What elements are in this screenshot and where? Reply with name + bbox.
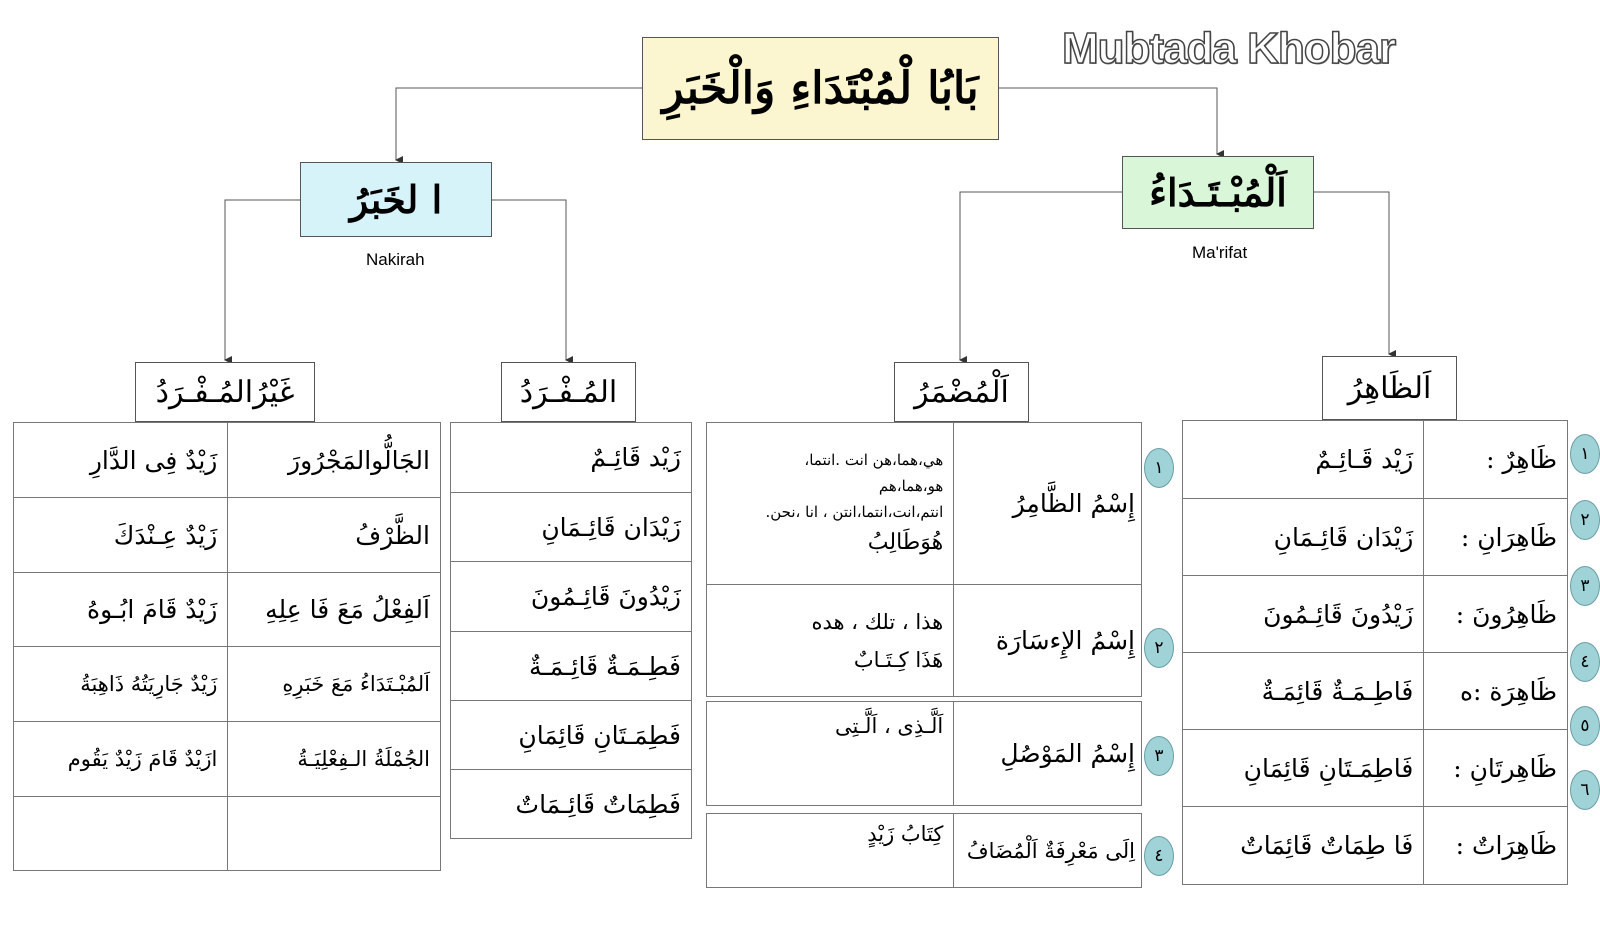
- dhahir-example-cell: فَاطِمَـتَانِ قَائِمَانِ: [1183, 730, 1424, 807]
- mufrad-label: المُـفْـرَدُ: [519, 374, 618, 410]
- connector-khobar-ghair: [225, 200, 300, 360]
- ghair-type-cell: الجَالُّوالمَجْرُورَ: [228, 423, 441, 498]
- ghair-example-cell: [14, 797, 228, 871]
- dhahir-example-cell: فَاطِـمَـةٌ قَائِمَـةٌ: [1183, 653, 1424, 730]
- number-badge: ٥: [1570, 706, 1600, 746]
- table-row: [14, 498, 441, 573]
- table-row: [451, 423, 692, 493]
- connector-mubtada-mudhmar: [960, 192, 1122, 360]
- khobar-box: [300, 162, 492, 237]
- mufrad-table: [450, 422, 692, 839]
- table-row: [451, 770, 692, 839]
- table-row: [1183, 576, 1568, 653]
- number-badge: ١: [1144, 448, 1174, 488]
- pronoun-line: هو،هما،هم: [878, 476, 944, 495]
- number-badge: ٣: [1144, 736, 1174, 776]
- dhahir-table: [1182, 420, 1568, 885]
- main-title: بَابُا لْمُبْتَدَاءِ وَالْخَبَرِ: [662, 63, 979, 114]
- ghair-mufrad-table: [13, 422, 441, 871]
- number-badge: ٣: [1570, 566, 1600, 606]
- ghair-type-cell: [228, 797, 441, 871]
- mudhmar-example-cell: [707, 423, 954, 585]
- mufrad-example-cell: زَيْدُونَ قَائِـمُونَ: [451, 562, 692, 632]
- connector-title-mubtada: [998, 88, 1217, 154]
- table-row: [14, 722, 441, 797]
- connector-khobar-mufrad: [492, 200, 566, 360]
- mudhmar-example-cell: [707, 585, 954, 697]
- table-row: [1183, 653, 1568, 730]
- ghair-example-cell: زَيْدٌ عِـنْدَكَ: [14, 498, 228, 573]
- khobar-label: ا لخَبَرُ: [349, 177, 443, 222]
- table-row: [451, 493, 692, 562]
- example-line: هُوَطَالِبُ: [867, 529, 944, 555]
- ghair-example-cell: زَيْدٌ فِى الدَّارِ: [14, 423, 228, 498]
- mudhmar-type-cell: إِسْمُ الظَّامِرُ: [954, 423, 1142, 585]
- dhahir-type-cell: ظَاهِرٌ :: [1424, 421, 1568, 499]
- table-row: [451, 632, 692, 701]
- table-row: [14, 423, 441, 498]
- mufrad-example-cell: فَطِمَـتَانِ قَائِمَانِ: [451, 701, 692, 770]
- mubtada-box: [1122, 156, 1314, 229]
- dhahir-example-cell: زَيْدُونَ قَائِـمُونَ: [1183, 576, 1424, 653]
- number-badge: ٢: [1144, 628, 1174, 668]
- mudhmar-example-cell: كِتَابُ زَيْدٍ: [707, 814, 954, 888]
- dhahir-type-cell: ظَاهِرَانِ :: [1424, 499, 1568, 576]
- table-row: [1183, 730, 1568, 807]
- example-line: هَذَا كِـتَـابٌ: [853, 647, 944, 672]
- mufrad-example-cell: زَيْد قَائِـمٌ: [451, 423, 692, 493]
- main-title-box: [642, 37, 999, 140]
- table-row: [707, 423, 1142, 585]
- ghair-type-cell: الظَّرْفُ: [228, 498, 441, 573]
- mudhmar-table-2: [706, 701, 1142, 806]
- number-badge: ٤: [1570, 642, 1600, 682]
- connector-mubtada-dhahir: [1314, 192, 1389, 354]
- dhahir-example-cell: زَيْدَان قَائِـمَانِ: [1183, 499, 1424, 576]
- table-row: [14, 573, 441, 647]
- mudhmar-table-1: [706, 422, 1142, 697]
- mufrad-example-cell: زَيْدَان قَائِـمَانِ: [451, 493, 692, 562]
- ghair-type-cell: اَلفِعْلُ مَعَ فَا عِلِهِ: [228, 573, 441, 647]
- mudhmar-type-cell: اِلَى مَعْرِفَةٌ اَلْمُضَافُ: [954, 814, 1142, 888]
- ghair-mufrad-box: [135, 362, 315, 422]
- demonstrative-line: هذا ، تلك ، هده: [811, 609, 944, 634]
- ghair-mufrad-label: غَيْرُالمُـفْـرَدُ: [155, 374, 295, 410]
- dhahir-type-cell: ظَاهِرَاتٌ :: [1424, 807, 1568, 885]
- table-row: [707, 702, 1142, 806]
- mudhmar-example-cell: اَلَّـذِى ، اَلَّـتِى: [707, 702, 954, 806]
- mudhmar-type-cell: إِسْمُ الإِءسَارَة: [954, 585, 1142, 697]
- table-row: [1183, 421, 1568, 499]
- dhahir-label: اَلظَاهِرُ: [1347, 370, 1432, 406]
- table-row: [707, 585, 1142, 697]
- table-row: [1183, 499, 1568, 576]
- number-badge: ٤: [1144, 836, 1174, 876]
- table-row: [451, 562, 692, 632]
- table-row: [1183, 807, 1568, 885]
- mudhmar-table-3: [706, 813, 1142, 888]
- dhahir-example-cell: زَيْد قَـائِـمٌ: [1183, 421, 1424, 499]
- table-row: [707, 814, 1142, 888]
- table-row: [14, 797, 441, 871]
- dhahir-box: [1322, 356, 1457, 420]
- number-badge: ٢: [1570, 500, 1600, 540]
- mufrad-example-cell: فَطِمَاتٌ قَائِـمَاتٌ: [451, 770, 692, 839]
- mudhmar-label: اَلْمُضْمَرُ: [914, 374, 1009, 410]
- mubtada-label: اَلْمُبْـتَـدَاءُ: [1149, 170, 1287, 215]
- dhahir-type-cell: ظَاهِرَة :ه: [1424, 653, 1568, 730]
- table-row: [14, 647, 441, 722]
- ghair-example-cell: زَيْدٌ قَامَ ابُـوهُ: [14, 573, 228, 647]
- ghair-example-cell: ازَيْدٌ قَامَ زَيْدٌ يَقُوم: [14, 722, 228, 797]
- number-badge: ١: [1570, 434, 1600, 474]
- pronoun-line: هي،هما،هن انت .انتما،: [804, 450, 944, 469]
- number-badge: ٦: [1570, 770, 1600, 810]
- table-row: [451, 701, 692, 770]
- mufrad-box: [501, 362, 636, 422]
- ghair-type-cell: اَلمُبْـتَدَاءُ مَعَ خَبَرِهِ: [228, 647, 441, 722]
- mudhmar-box: [894, 362, 1029, 422]
- watermark-title: Mubtada Khobar: [1062, 24, 1396, 73]
- connector-title-khobar: [396, 88, 642, 160]
- dhahir-type-cell: ظَاهِرُونَ :: [1424, 576, 1568, 653]
- pronoun-line: انتم،انت،انتما،انتن ، انا ،نحن.: [765, 502, 944, 521]
- mudhmar-type-cell: إِسْمُ المَوْصُلِ: [954, 702, 1142, 806]
- mufrad-example-cell: فَطِـمَـةٌ قَائِـمَـةٌ: [451, 632, 692, 701]
- ghair-example-cell: زَيْدٌ جَارِيَتُهُ ذَاهِبَةُ: [14, 647, 228, 722]
- dhahir-example-cell: فَا طِمَاتٌ قَائِمَاتٌ: [1183, 807, 1424, 885]
- dhahir-type-cell: ظَاهِرتَانِ :: [1424, 730, 1568, 807]
- ghair-type-cell: الجُمْلَةُ الـفِعْلِيَـةُ: [228, 722, 441, 797]
- khobar-caption: Nakirah: [366, 250, 425, 269]
- mubtada-caption: Ma'rifat: [1192, 243, 1248, 262]
